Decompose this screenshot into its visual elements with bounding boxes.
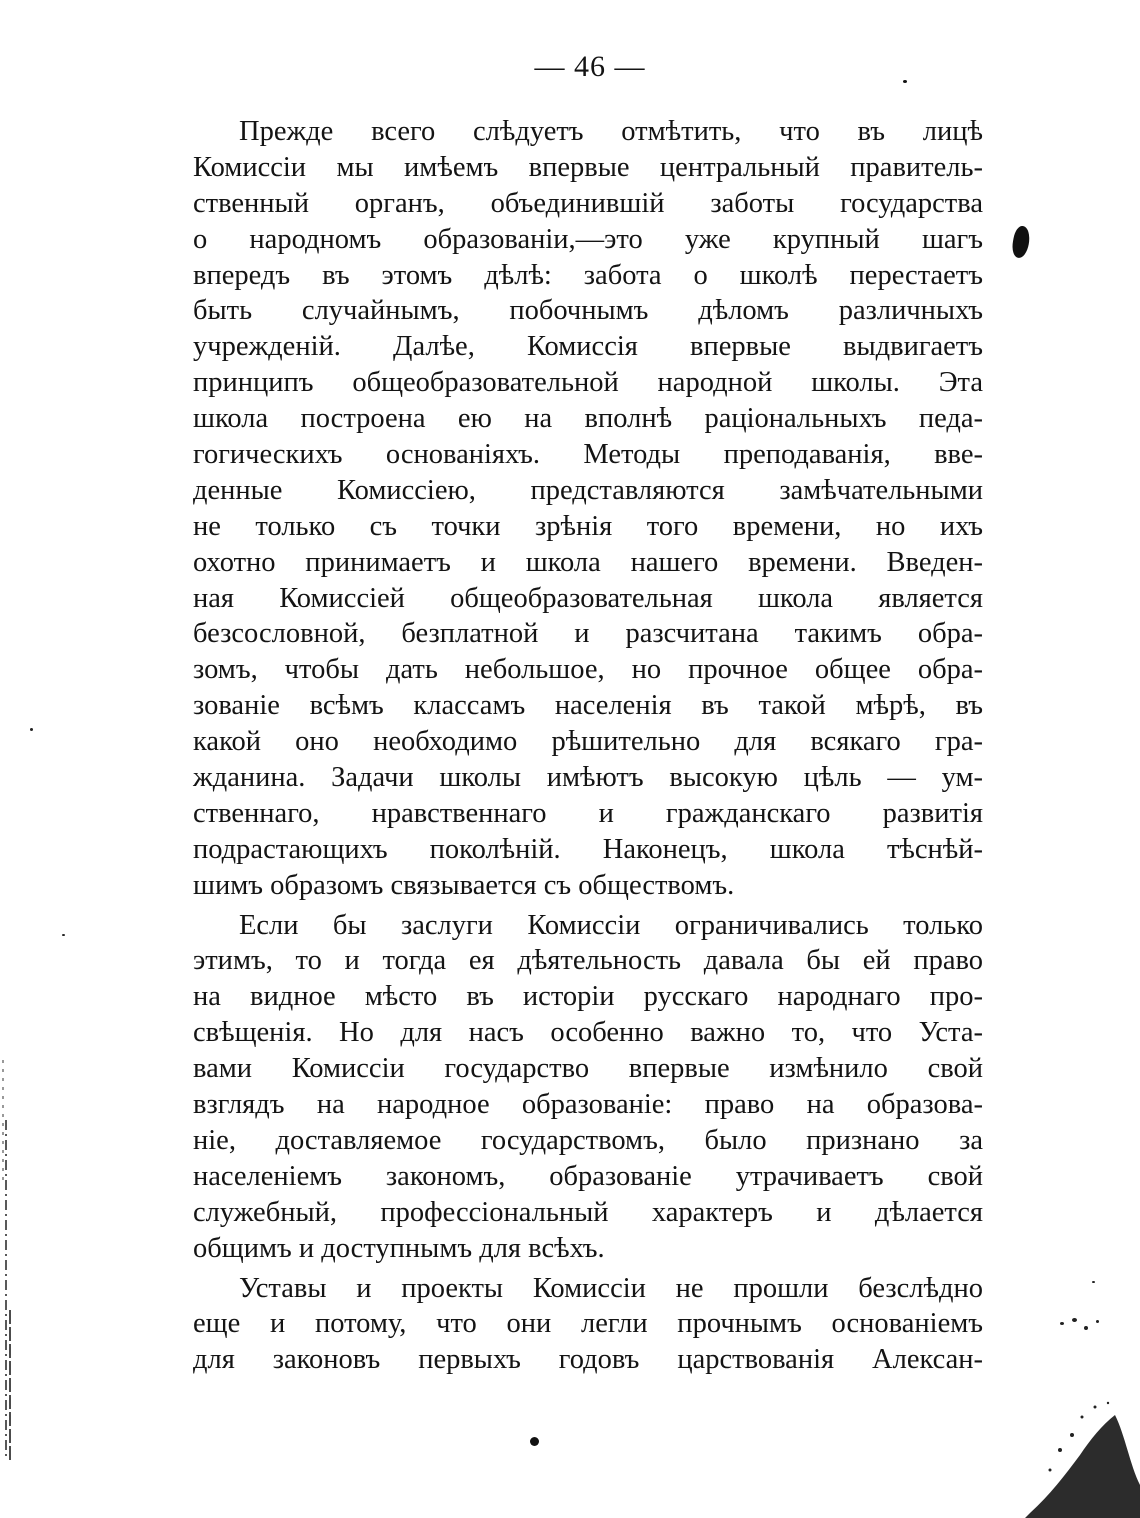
text-line: Комиссiи мы имѣемъ впервые центральный правитель- [193, 151, 983, 183]
text-line: безсословной, безплатной и разсчитана такимъ обра- [193, 618, 983, 650]
ink-blot [1010, 225, 1031, 259]
text-line: ственный органъ, объединившiй заботы государства [193, 187, 983, 219]
body-text [193, 114, 983, 1378]
text-line: еще и потому, что они легли прочнымъ основанiемъ [193, 1308, 983, 1340]
text-line: ная Комиссiей общеобразовательная школа является [193, 582, 983, 614]
text-line: населенiемъ закономъ, образованiе утрачиваетъ свой [193, 1160, 983, 1192]
text-line: взглядъ на народное образованiе: право на образова- [193, 1089, 983, 1121]
text-line: какой оно необходимо рѣшительно для всякаго гра- [193, 726, 983, 758]
ink-speck [30, 728, 33, 731]
text-line: жданина. Задачи школы имѣютъ высокую цѣль — ум- [193, 762, 983, 794]
text-line: этимъ, то и тогда ея дѣятельность давала бы ей право [193, 945, 983, 977]
text-line: Уставы и проекты Комиссiи не прошли безслѣдно [239, 1272, 983, 1304]
text-line: зомъ, чтобы дать небольшое, но прочное общее обра- [193, 654, 983, 686]
ink-speck [62, 934, 65, 936]
text-line: учрежденiй. Далѣе, Комиссiя впервые выдвигаетъ [193, 331, 983, 363]
ink-speck [1072, 1318, 1077, 1322]
text-line: нiе, доставляемое государствомъ, было признано за [193, 1124, 983, 1156]
text-line: служебный, профессiональный характеръ и дѣлается [193, 1196, 983, 1228]
ink-speck [1092, 1281, 1095, 1283]
text-line: зованiе всѣмъ классамъ населенiя въ такой мѣрѣ, въ [193, 690, 983, 722]
text-line: принципъ общеобразовательной народной школы. Эта [193, 367, 983, 399]
text-line: вами Комиссiи государство впервые измѣнило свой [193, 1053, 983, 1085]
text-line: охотно принимаетъ и школа нашего времени. Введен- [193, 546, 983, 578]
text-line: школа построена ею на вполнѣ рацiональныхъ педа- [193, 403, 983, 435]
ink-speck [1096, 1320, 1099, 1323]
text-line: Если бы заслуги Комиссiи ограничивались только [239, 909, 983, 941]
text-line: впередъ въ этомъ дѣлѣ: забота о школѣ перестаетъ [193, 259, 983, 291]
text-line: свѣщенiя. Но для насъ особенно важно то, что Уста- [193, 1017, 983, 1049]
text-line: гогическихъ основанiяхъ. Методы преподаванiя, вве- [193, 439, 983, 471]
ink-speck [1084, 1326, 1088, 1330]
text-line: не только съ точки зрѣнiя того времени, но ихъ [193, 510, 983, 542]
text-line: денные Комиссiею, представляются замѣчательными [193, 474, 983, 506]
text-line: общимъ и доступнымъ для всѣхъ. [193, 1232, 605, 1264]
paragraph-1 [193, 114, 983, 904]
page-number: — 46 — [534, 50, 646, 83]
text-line: ственнаго, нравственнаго и гражданскаго развитiя [193, 797, 983, 829]
text-line: Прежде всего слѣдуетъ отмѣтить, что въ лицѣ [239, 116, 983, 147]
text-line: для законовъ первыхъ годовъ царствованiя Алексан- [193, 1344, 983, 1376]
ink-speck [903, 80, 907, 83]
text-line: на видное мѣсто въ исторiи русскаго народнаго про- [193, 981, 983, 1013]
text-line: о народномъ образованiи,—это уже крупный шагъ [193, 223, 983, 255]
ink-dot [530, 1437, 539, 1446]
ink-speck [1060, 1322, 1064, 1325]
paragraph-3 [193, 1271, 983, 1379]
scan-edge-marks [0, 1060, 14, 1460]
text-line: быть случайнымъ, побочнымъ дѣломъ различныхъ [193, 295, 983, 327]
paragraph-2 [193, 908, 983, 1267]
text-line: подрастающихъ поколѣнiй. Наконецъ, школа тѣснѣй- [193, 833, 983, 865]
scan-smudge [1020, 1395, 1140, 1518]
text-line: шимъ образомъ связывается съ обществомъ. [193, 869, 735, 901]
